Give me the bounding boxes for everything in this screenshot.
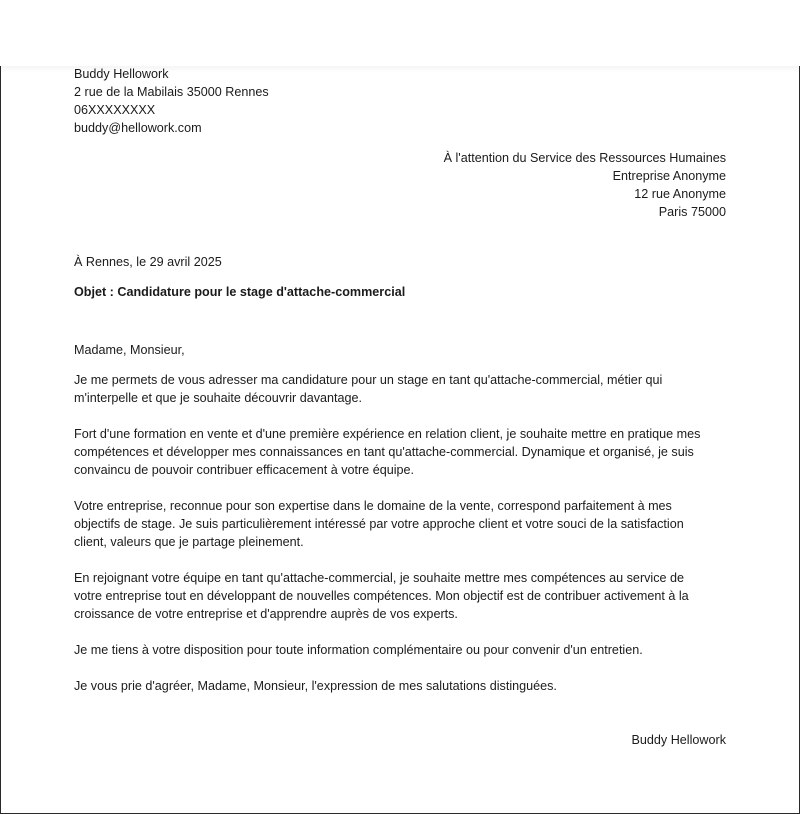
paragraph-line: m'interpelle et que je souhaite découvrir davantage. xyxy=(74,391,363,405)
salutation: Madame, Monsieur, xyxy=(74,343,185,357)
closing-formula xyxy=(74,677,734,695)
paragraph-line: compétences et développer mes connaissances en tant qu'attache-commercial. Dynamique et organisé, je suis xyxy=(74,445,694,459)
paragraph-line: Je me permets de vous adresser ma candidature pour un stage en tant qu'attache-commercial, métier qui xyxy=(74,373,663,387)
recipient-company: Entreprise Anonyme xyxy=(612,169,726,183)
paragraph-2 xyxy=(74,425,734,479)
paragraph-line: convaincu de pouvoir contribuer efficacement à votre équipe. xyxy=(74,463,415,477)
recipient-city: Paris 75000 xyxy=(658,205,726,219)
paragraph-5 xyxy=(74,641,734,659)
paragraph-line: objectifs de stage. Je suis particulièrement intéressé par votre approche client et votre souci de la satisfaction xyxy=(74,517,684,531)
top-toolbar xyxy=(0,0,800,66)
paragraph-line: votre entreprise tout en développant de nouvelles compétences. Mon objectif est de contribuer activement à la xyxy=(74,589,689,603)
recipient-attention: À l'attention du Service des Ressources Humaines xyxy=(443,151,726,165)
subject-line: Objet : Candidature pour le stage d'attache-commercial xyxy=(74,285,406,299)
sender-name: Buddy Hellowork xyxy=(74,67,169,81)
paragraph-4 xyxy=(74,569,734,623)
paragraph-3 xyxy=(74,497,734,551)
sender-phone: 06XXXXXXXX xyxy=(74,103,156,117)
paragraph-line: croissance de votre entreprise et d'apprendre auprès de vos experts. xyxy=(74,607,458,621)
signature: Buddy Hellowork xyxy=(631,733,726,747)
paragraph-line: client, valeurs que je partage pleinement. xyxy=(74,535,304,549)
letter-page xyxy=(0,66,800,814)
recipient-street: 12 rue Anonyme xyxy=(634,187,726,201)
paragraph-1 xyxy=(74,371,734,407)
paragraph-line: Je me tiens à votre disposition pour toute information complémentaire ou pour convenir d'un entretien. xyxy=(74,643,643,657)
paragraph-line: Fort d'une formation en vente et d'une première expérience en relation client, je souhaite mettre en pratique mes xyxy=(74,427,701,441)
paragraph-line: Votre entreprise, reconnue pour son expertise dans le domaine de la vente, correspond parfaitement à mes xyxy=(74,499,672,513)
paragraph-line: En rejoignant votre équipe en tant qu'attache-commercial, je souhaite mettre mes compétences au service de xyxy=(74,571,685,585)
date-line: À Rennes, le 29 avril 2025 xyxy=(74,255,222,269)
sender-address: 2 rue de la Mabilais 35000 Rennes xyxy=(74,85,269,99)
paragraph-line: Je vous prie d'agréer, Madame, Monsieur, l'expression de mes salutations distinguées. xyxy=(74,679,557,693)
sender-email: buddy@hellowork.com xyxy=(74,121,202,135)
